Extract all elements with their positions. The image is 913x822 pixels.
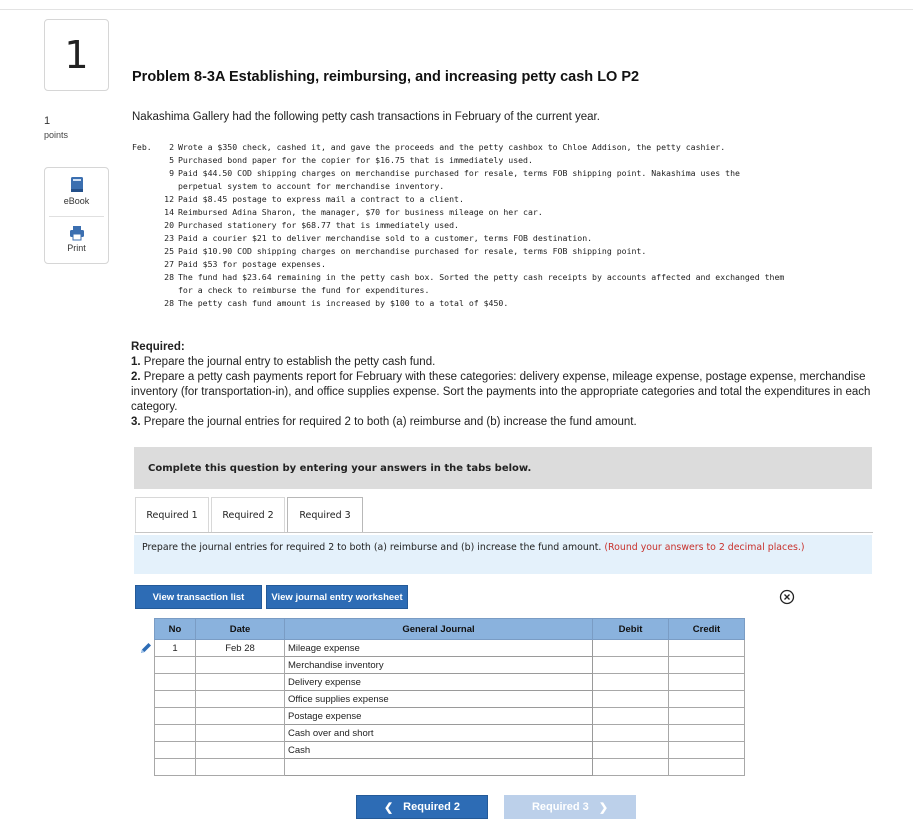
edit-pencil-icon[interactable] (139, 641, 153, 655)
journal-header-row (155, 619, 745, 640)
journal-date-cell[interactable] (196, 742, 285, 759)
transaction-text: perpetual system to account for merchandise inventory. (178, 181, 445, 191)
transaction-line (132, 167, 892, 180)
transaction-day: 5 (169, 155, 174, 165)
journal-debit-input[interactable] (593, 674, 669, 691)
journal-no-cell (155, 725, 196, 742)
prev-label: Required 2 (403, 801, 461, 813)
transaction-day: 12 (164, 194, 174, 204)
transaction-line (132, 193, 892, 206)
next-required-button (504, 795, 636, 819)
journal-no-cell (155, 674, 196, 691)
next-label: Required 3 (531, 801, 589, 813)
transaction-text: Wrote a $350 check, cashed it, and gave the proceeds and the petty cashbox to Chloe Addison, the petty cashier. (178, 142, 726, 152)
transaction-day: 27 (164, 259, 174, 269)
journal-debit-input[interactable] (593, 691, 669, 708)
transaction-line (132, 206, 892, 219)
transaction-line (132, 219, 892, 232)
problem-title: Problem 8-3A Establishing, reimbursing, and increasing petty cash LO P2 (132, 69, 640, 85)
problem-intro: Nakashima Gallery had the following petty cash transactions in February of the current year. (132, 111, 600, 123)
transaction-line (132, 271, 892, 284)
transaction-line (132, 297, 892, 310)
journal-no-cell (155, 742, 196, 759)
transaction-text: Paid $8.45 postage to express mail a contract to a client. (178, 194, 464, 204)
transaction-text: The fund had $23.64 remaining in the petty cash box. Sorted the petty cash receipts by accounts affected and exchanged them (178, 272, 785, 282)
transaction-text: Purchased bond paper for the copier for $16.75 that is immediately used. (178, 155, 533, 165)
journal-no-cell (155, 708, 196, 725)
required-item: 2. Prepare a petty cash payments report for February with these categories: delivery expense, mileage expense, postage expense, merchandise inventory (for transportation-in), and office supplies expense. Sort the payments into the appropriate categories and total the expenditures in each category. (131, 371, 871, 413)
print-button[interactable] (45, 225, 108, 253)
journal-date-cell[interactable] (196, 708, 285, 725)
transaction-line (132, 232, 892, 245)
col-debit-header: Debit (593, 619, 669, 640)
instructions-banner: Complete this question by entering your answers in the tabs below. (134, 447, 872, 489)
journal-debit-input[interactable] (593, 759, 669, 776)
transaction-day: 2 (169, 142, 174, 152)
journal-date-cell[interactable] (196, 674, 285, 691)
journal-account-cell[interactable]: Mileage expense (285, 640, 593, 657)
book-icon (69, 176, 85, 194)
journal-debit-input[interactable] (593, 725, 669, 742)
tabs-divider (135, 532, 873, 533)
journal-credit-input[interactable] (669, 691, 745, 708)
journal-no-cell: 1 (155, 640, 196, 657)
journal-date-cell[interactable] (196, 657, 285, 674)
transaction-text: for a check to reimburse the fund for expenditures. (178, 285, 430, 295)
journal-debit-input[interactable] (593, 742, 669, 759)
journal-row (155, 725, 745, 742)
required-heading: Required: (131, 341, 185, 353)
journal-account-cell[interactable]: Office supplies expense (285, 691, 593, 708)
journal-credit-input[interactable] (669, 742, 745, 759)
transaction-day: 23 (164, 233, 174, 243)
transaction-text: Paid $10.90 COD shipping charges on merchandise purchased for resale, terms FOB shipping point. (178, 246, 647, 256)
col-date-header: Date (196, 619, 285, 640)
journal-debit-input[interactable] (593, 708, 669, 725)
journal-debit-input[interactable] (593, 640, 669, 657)
tab-required-3[interactable]: Required 3 (287, 497, 363, 533)
journal-credit-input[interactable] (669, 674, 745, 691)
required-section (131, 340, 891, 430)
journal-debit-input[interactable] (593, 657, 669, 674)
transaction-line (132, 284, 892, 297)
journal-row (155, 742, 745, 759)
transaction-day: 14 (164, 207, 174, 217)
printer-icon (69, 225, 85, 241)
tab-instructions (134, 535, 872, 574)
journal-table (154, 618, 745, 776)
journal-account-cell[interactable]: Delivery expense (285, 674, 593, 691)
points-value: 1 (44, 115, 51, 127)
transaction-day: 25 (164, 246, 174, 256)
view-journal-entry-worksheet-button[interactable]: View journal entry worksheet (266, 585, 408, 609)
transaction-text: The petty cash fund amount is increased by $100 to a total of $450. (178, 298, 509, 308)
ebook-label: eBook (63, 196, 90, 206)
journal-account-cell[interactable] (285, 759, 593, 776)
journal-row (155, 759, 745, 776)
journal-credit-input[interactable] (669, 759, 745, 776)
transaction-day: 20 (164, 220, 174, 230)
transaction-line (132, 245, 892, 258)
transaction-day: 9 (169, 168, 174, 178)
chevron-left-icon: ❮ (383, 801, 394, 814)
journal-row (155, 708, 745, 725)
transaction-text: Purchased stationery for $68.77 that is immediately used. (178, 220, 459, 230)
transaction-text: Paid $44.50 COD shipping charges on merchandise purchased for resale, terms FOB shipping point. Nakashima uses the (178, 168, 740, 178)
tab-required-1[interactable]: Required 1 (135, 497, 209, 533)
question-number: 1 (44, 19, 109, 91)
journal-account-cell[interactable]: Postage expense (285, 708, 593, 725)
journal-credit-input[interactable] (669, 640, 745, 657)
transaction-text: Paid $53 for postage expenses. (178, 259, 326, 269)
print-label: Print (67, 243, 86, 253)
journal-no-cell (155, 657, 196, 674)
transaction-line (132, 141, 892, 154)
points-label: points (44, 130, 69, 140)
top-divider (0, 9, 913, 10)
transaction-line (132, 154, 892, 167)
rounding-note: (Round your answers to 2 decimal places.) (604, 542, 805, 553)
col-credit-header: Credit (669, 619, 745, 640)
ebook-button[interactable] (45, 176, 108, 206)
col-general-journal-header: General Journal (285, 619, 593, 640)
tools-panel (44, 167, 109, 264)
journal-row (155, 657, 745, 674)
journal-date-cell[interactable] (196, 691, 285, 708)
close-icon[interactable] (779, 589, 795, 605)
tab-required-2[interactable]: Required 2 (211, 497, 285, 533)
transaction-text: Reimbursed Adina Sharon, the manager, $70 for business mileage on her car. (178, 207, 543, 217)
transaction-line (132, 258, 892, 271)
required-item: 3. Prepare the journal entries for required 2 to both (a) reimburse and (b) increase the fund amount. (131, 416, 637, 428)
transaction-text: Paid a courier $21 to deliver merchandise sold to a customer, terms FOB destination. (178, 233, 593, 243)
journal-row (155, 674, 745, 691)
journal-date-cell[interactable]: Feb 28 (196, 640, 285, 657)
col-no-header: No (155, 619, 196, 640)
journal-row (155, 691, 745, 708)
journal-date-cell[interactable] (196, 759, 285, 776)
tools-divider (49, 216, 104, 217)
transaction-month: Feb. (132, 142, 152, 152)
transaction-day: 28 (164, 272, 174, 282)
prev-required-button[interactable] (356, 795, 488, 819)
journal-credit-input[interactable] (669, 725, 745, 742)
transaction-line (132, 180, 892, 193)
journal-credit-input[interactable] (669, 708, 745, 725)
journal-account-cell[interactable]: Merchandise inventory (285, 657, 593, 674)
journal-account-cell[interactable]: Cash (285, 742, 593, 759)
chevron-right-icon: ❯ (598, 801, 609, 814)
required-item: 1. Prepare the journal entry to establish the petty cash fund. (131, 356, 436, 368)
transaction-day: 28 (164, 298, 174, 308)
journal-account-cell[interactable]: Cash over and short (285, 725, 593, 742)
instructions-text: Prepare the journal entries for required 2 to both (a) reimburse and (b) increase the fund amount. (142, 542, 605, 553)
journal-no-cell (155, 691, 196, 708)
view-transaction-list-button[interactable]: View transaction list (135, 585, 262, 609)
journal-row (155, 640, 745, 657)
journal-no-cell (155, 759, 196, 776)
journal-date-cell[interactable] (196, 725, 285, 742)
transactions-list (132, 141, 892, 310)
journal-credit-input[interactable] (669, 657, 745, 674)
